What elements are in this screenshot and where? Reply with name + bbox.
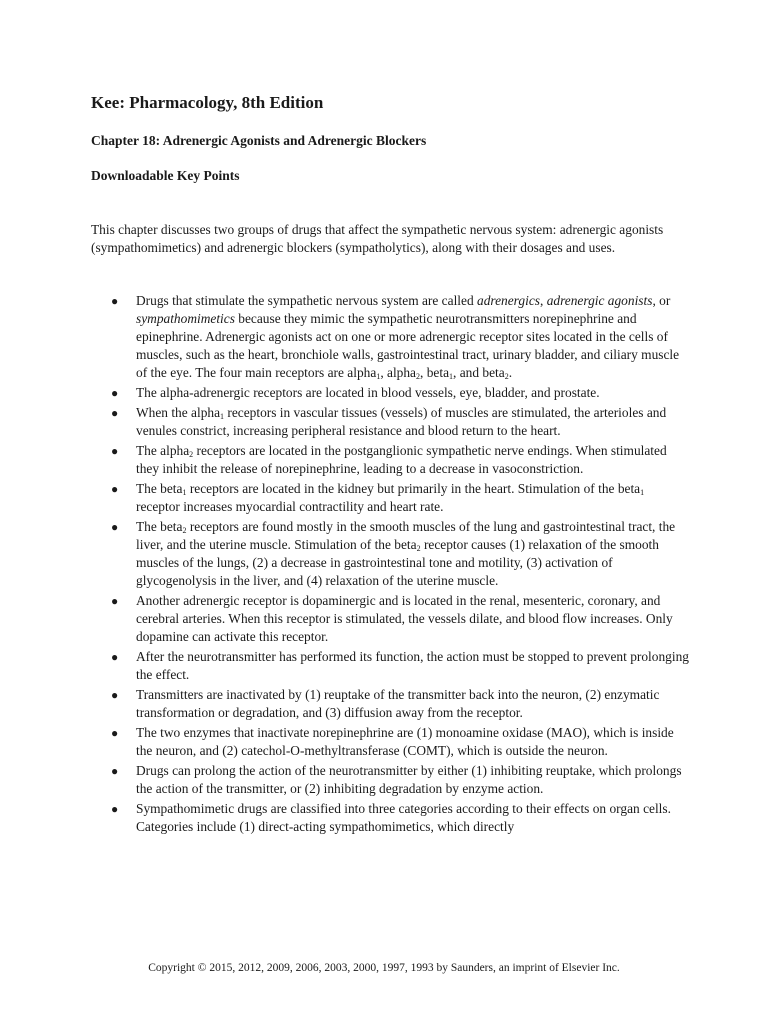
bullet-icon: ●	[111, 726, 119, 740]
key-points-list	[91, 292, 691, 838]
bullet-icon: ●	[111, 594, 119, 608]
list-item	[91, 480, 691, 516]
list-item	[91, 384, 691, 402]
list-item	[91, 404, 691, 440]
bullet-text: The two enzymes that inactivate norepinephrine are (1) monoamine oxidase (MAO), which is inside the neuron, and (2) catechol-O-methyltransferase (COMT), which is outside the neuron.	[136, 725, 674, 758]
bullet-text: Transmitters are inactivated by (1) reuptake of the transmitter back into the neuron, (2) enzymatic transformation or degradation, and (3) diffusion away from the receptor.	[136, 687, 660, 720]
bullet-text: Another adrenergic receptor is dopaminergic and is located in the renal, mesenteric, coronary, and cerebral arteries. When this receptor is stimulated, the vessels dilate, and blood flow increases. Only dopamine can activate this receptor.	[136, 593, 673, 644]
bullet-icon: ●	[111, 294, 119, 308]
intro-paragraph: This chapter discusses two groups of drugs that affect the sympathetic nervous system: adrenergic agonists (sympathomimetics) and adrenergic blockers (sympatholytics), along with their dosages and uses.	[91, 222, 664, 255]
bullet-text: Drugs that stimulate the sympathetic nervous system are called adrenergics, adrenergic agonists, or sympathomimetics because they mimic the sympathetic neurotransmitters norepinephrine and epinephrine. Adrenergic agonists act on one or more adrenergic receptor sites located in the cells of muscles, such as the heart, bronchiole walls, gastrointestinal tract, urinary bladder, and ciliary muscle of the eye. The four main receptors are alpha$_1$, alpha$_2$, beta$_1$, and beta$_2$.	[136, 293, 680, 381]
list-item	[91, 292, 691, 382]
list-item	[91, 592, 691, 646]
bullet-text: Sympathomimetic drugs are classified into three categories according to their effects on organ cells. Categories include (1) direct-acting sympathomimetics, which directly	[136, 801, 671, 834]
bullet-icon: ●	[111, 386, 119, 400]
bullet-text: After the neurotransmitter has performed its function, the action must be stopped to prevent prolonging the effect.	[136, 649, 689, 682]
bullet-text: When the alpha$_1$ receptors in vascular tissues (vessels) of muscles are stimulated, the arterioles and venules constrict, increasing peripheral resistance and blood return to the heart.	[136, 405, 667, 438]
bullet-text: The alpha-adrenergic receptors are located in blood vessels, eye, bladder, and prostate.	[136, 385, 600, 400]
bullet-icon: ●	[111, 406, 119, 420]
bullet-icon: ●	[111, 482, 119, 496]
list-item	[91, 442, 691, 478]
chapter-heading: Chapter 18: Adrenergic Agonists and Adrenergic Blockers	[91, 133, 427, 148]
bullet-icon: ●	[111, 650, 119, 664]
bullet-text: The alpha$_2$ receptors are located in the postganglionic sympathetic nerve endings. When stimulated they inhibit the release of norepinephrine, leading to a decrease in vasoconstriction.	[136, 443, 667, 476]
copyright-footer: Copyright © 2015, 2012, 2009, 2006, 2003, 2000, 1997, 1993 by Saunders, an imprint of Elsevier Inc.	[148, 962, 620, 974]
bullet-text: The beta$_1$ receptors are located in the kidney but primarily in the heart. Stimulation of the beta$_1$ receptor increases myocardial contractility and heart rate.	[136, 481, 645, 514]
bullet-icon: ●	[111, 688, 119, 702]
list-item	[91, 800, 691, 836]
list-item	[91, 724, 691, 760]
key-points-heading: Downloadable Key Points	[91, 168, 240, 183]
bullet-icon: ●	[111, 764, 119, 778]
list-item	[91, 518, 691, 590]
bullet-icon: ●	[111, 520, 119, 534]
bullet-icon: ●	[111, 444, 119, 458]
bullet-icon: ●	[111, 802, 119, 816]
list-item	[91, 686, 691, 722]
document-title: Kee: Pharmacology, 8th Edition	[91, 93, 324, 112]
bullet-text: Drugs can prolong the action of the neurotransmitter by either (1) inhibiting reuptake, which prolongs the action of the transmitter, or (2) inhibiting degradation by enzyme action.	[136, 763, 682, 796]
list-item	[91, 648, 691, 684]
list-item	[91, 762, 691, 798]
bullet-text: The beta$_2$ receptors are found mostly in the smooth muscles of the lung and gastrointestinal tract, the liver, and the uterine muscle. Stimulation of the beta$_2$ receptor causes (1) relaxation of the smooth muscles of the lungs, (2) a decrease in gastrointestinal tone and motility, (3) activation of glycogenolysis in the liver, and (4) relaxation of the uterine muscle.	[136, 519, 676, 588]
